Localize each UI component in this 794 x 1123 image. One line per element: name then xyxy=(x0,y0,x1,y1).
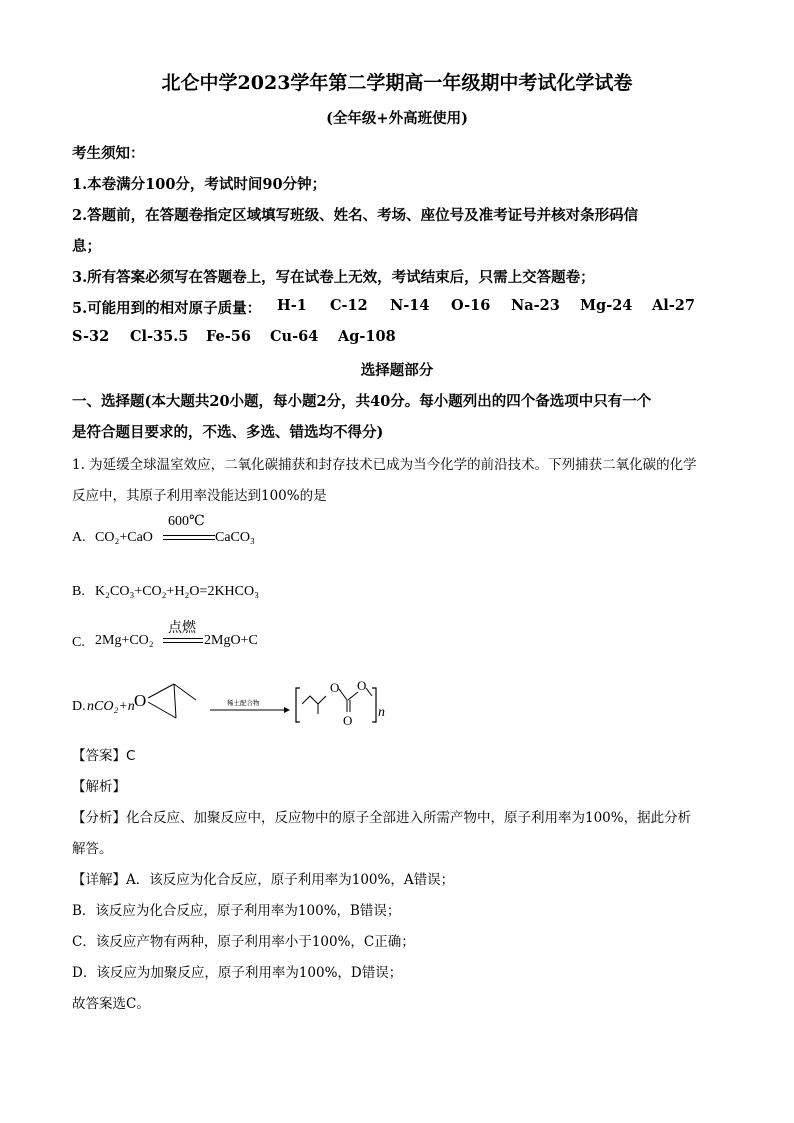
exam-title: 北仑中学2023学年第二学期高一年级期中考试化学试卷 xyxy=(161,72,633,94)
mass-ag: Ag-108 xyxy=(338,328,396,345)
svg-text:O: O xyxy=(330,680,340,695)
detail-line-3: C．该反应产物有两种，原子利用率小于100%，C正确； xyxy=(72,934,415,950)
notice-heading: 考生须知： xyxy=(72,145,145,162)
epoxide-structure-icon xyxy=(132,672,222,724)
option-b-label: B. xyxy=(72,584,85,599)
option-b-equation: K₂CO₃+CO₂+H₂O=2KHCO₃ xyxy=(95,584,259,599)
option-c-equals-sign xyxy=(163,637,203,645)
option-a-equals-sign xyxy=(163,534,215,542)
mass-n: N-14 xyxy=(390,297,430,314)
mass-cu: Cu-64 xyxy=(270,328,319,345)
detail-line-2: B．该反应为化合反应，原子利用率为100%，B错误； xyxy=(72,903,401,919)
part-heading-1: 一、选择题(本大题共20小题，每小题2分，共40分。每小题列出的四个备选项中只有一个 xyxy=(72,393,652,410)
mass-h: H-1 xyxy=(277,297,307,314)
option-c-products: 2MgO+C xyxy=(204,633,258,648)
option-a-condition: 600℃ xyxy=(168,514,205,529)
detail-line-4: D．该反应为加聚反应，原子利用率为100%，D错误； xyxy=(72,965,403,981)
analysis-line-2: 解答。 xyxy=(72,841,113,857)
answer-label: 【答案】C xyxy=(72,748,136,764)
detail-line-1: 【详解】A．该反应为化合反应，原子利用率为100%，A错误； xyxy=(72,872,455,888)
option-d-subscript-n: n xyxy=(378,705,385,720)
svg-text:O: O xyxy=(357,678,367,693)
reaction-arrow-icon xyxy=(210,705,290,715)
svg-text:O: O xyxy=(343,713,353,728)
detail-line-5: 故答案选C。 xyxy=(72,996,150,1012)
section-title: 选择题部分 xyxy=(360,362,434,379)
mass-c: C-12 xyxy=(330,297,368,314)
mass-s: S-32 xyxy=(72,328,110,345)
option-d-label: D. xyxy=(72,699,86,714)
part-heading-2: 是符合题目要求的，不选、多选、错选均不得分) xyxy=(72,424,384,441)
option-c-condition: 点燃 xyxy=(168,620,196,636)
notice-2-cont: 息； xyxy=(72,238,101,255)
notice-1: 1.本卷满分100分，考试时间90分钟； xyxy=(72,176,327,193)
analysis-label: 【解析】 xyxy=(72,779,126,795)
option-d-reactants: nCO₂+n xyxy=(87,699,135,714)
mass-cl: Cl-35.5 xyxy=(130,328,189,345)
svg-text:O: O xyxy=(134,691,147,710)
option-c-reactants: 2Mg+CO₂ xyxy=(95,633,154,648)
mass-mg: Mg-24 xyxy=(580,297,633,314)
option-d-catalyst: 稀土配合物 xyxy=(227,699,260,707)
question-stem-1: 1. 为延缓全球温室效应，二氧化碳捕获和封存技术已成为当今化学的前沿技术。下列捕获二氧化碳的化学 xyxy=(72,457,697,473)
notice-2: 2.答题前，在答题卷指定区域填写班级、姓名、考场、座位号及准考证号并核对条形码信 xyxy=(72,207,639,224)
mass-na: Na-23 xyxy=(511,297,560,314)
question-stem-2: 反应中，其原子利用率没能达到100%的是 xyxy=(72,488,327,504)
mass-fe: Fe-56 xyxy=(206,328,251,345)
option-a-product: CaCO₃ xyxy=(215,530,255,545)
notice-3: 3.所有答案必须写在答题卷上，写在试卷上无效，考试结束后，只需上交答题卷； xyxy=(72,269,595,286)
analysis-line-1: 【分析】化合反应、加聚反应中，反应物中的原子全部进入所需产物中，原子利用率为100%，据此分析 xyxy=(72,810,692,826)
atomic-mass-label: 5.可能用到的相对原子质量： xyxy=(72,300,262,317)
exam-subtitle: (全年级+外高班使用) xyxy=(326,110,468,127)
mass-o: O-16 xyxy=(451,297,491,314)
polycarbonate-structure-icon xyxy=(292,676,384,736)
option-a-reactants: CO₂+CaO xyxy=(95,530,153,545)
mass-al: Al-27 xyxy=(652,297,695,314)
option-a-label: A. xyxy=(72,530,86,545)
option-c-label: C. xyxy=(72,635,85,650)
